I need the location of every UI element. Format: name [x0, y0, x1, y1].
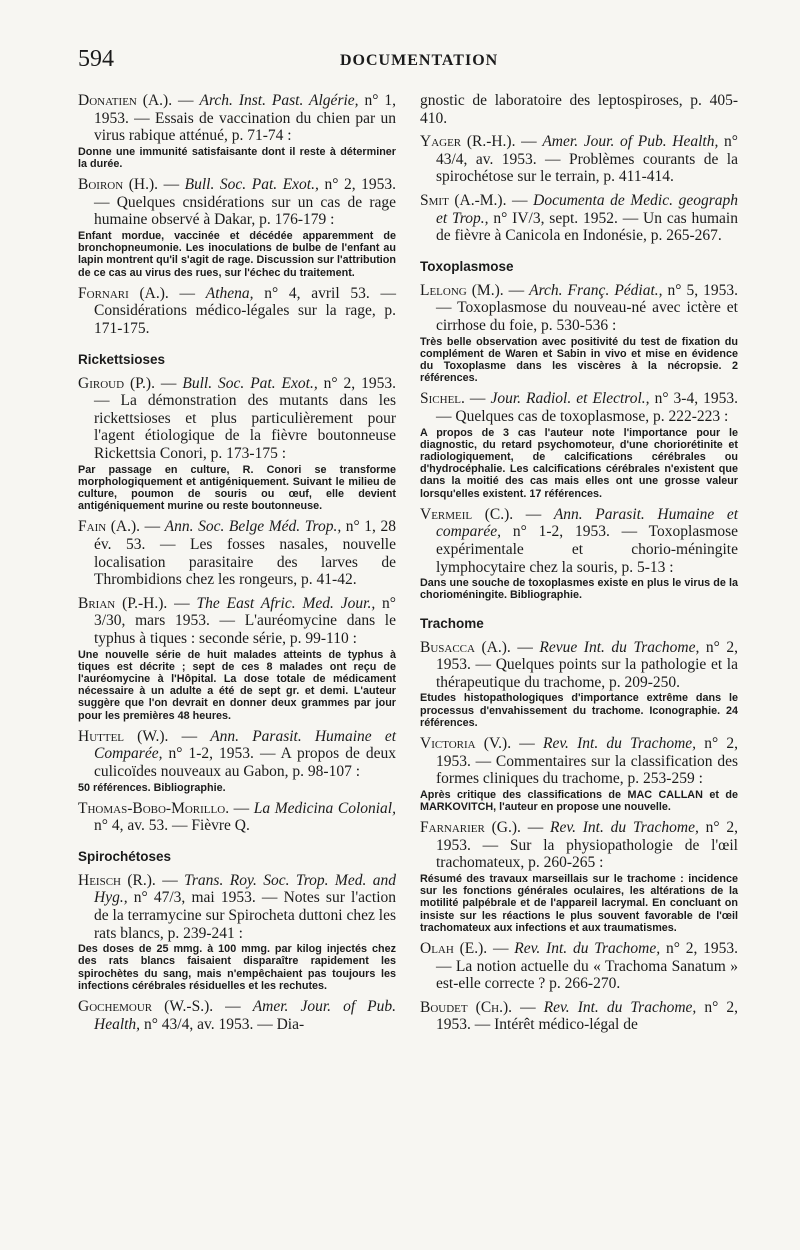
reference: [420, 133, 738, 186]
entry-journal: Amer. Jour. of Pub. Health,: [542, 133, 719, 151]
entry-abstract: Après critique des classifications de MAC CALLAN et de MARKOVITCH, l'auteur en propose une nouvelle.: [420, 788, 738, 813]
entry-details: n° 2, 1953. — Quelques cnsidérations sur un cas de rage humaine observé à Dakar, p. 176-179 :: [94, 176, 397, 229]
entry-details: n° 43/4, av. 1953. — Problèmes courants de la spirochétose sur le terrain, p. 411-414.: [436, 133, 738, 186]
reference: [420, 999, 738, 1034]
section-title: Trachome: [420, 615, 484, 631]
entry-separator: —: [464, 390, 491, 408]
entry-journal: Revue Int. du Trachome,: [539, 638, 700, 656]
reference: [420, 506, 738, 576]
entry-journal: Jour. Radiol. et Electrol.,: [490, 390, 650, 408]
reference: [78, 176, 396, 229]
entry-journal: Ann. Parasit. Humaine et Comparée,: [94, 727, 397, 763]
bibliography-entry: [420, 735, 738, 813]
reference-continuation: gnostic de laboratoire des leptospiroses, p. 405-410.: [420, 92, 738, 127]
reference: [78, 998, 396, 1033]
section-title: Toxoplasmose: [420, 258, 514, 274]
entry-separator: —: [158, 176, 185, 194]
entry-journal: Athena,: [205, 284, 254, 302]
bibliography-entry: [78, 285, 396, 338]
entry-author: Giroud (P.).: [78, 374, 155, 392]
entry-author: Victoria (V.).: [420, 734, 512, 752]
reference: [420, 192, 738, 245]
entry-author: Lelong (M.).: [420, 281, 504, 299]
bibliography-entry: [420, 819, 738, 934]
entry-details: n° IV/3, sept. 1952. — Un cas humain de fièvre à Canicola en Indonésie, p. 265-267.: [436, 209, 738, 245]
bibliography-entry: [78, 800, 396, 835]
entry-author: Boiron (H.).: [78, 176, 159, 194]
entry-separator: —: [503, 281, 530, 299]
entry-separator: —: [487, 939, 515, 957]
entry-separator: —: [140, 518, 165, 536]
page-number: 594: [78, 46, 114, 72]
entry-author: Brian (P.-H.).: [78, 594, 168, 612]
entry-abstract: Des doses de 25 mmg. à 100 mmg. par kilog injectés chez des rats blancs faisaient disparaître rapidement les spirochètes du sang, mais n'empêchaient pas toujours les infections cérébrales résiduelles et les rechutes.: [78, 943, 396, 992]
entry-separator: —: [506, 191, 534, 209]
bibliography-entry: [78, 728, 396, 794]
entry-journal: Rev. Int. du Trachome,: [514, 939, 661, 957]
reference: [78, 285, 396, 338]
entry-details: n° 1-2, 1953. — A propos de deux culicoïdes nouveaux au Gabon, p. 98-107 :: [94, 745, 396, 780]
bibliography-entry: [420, 282, 738, 385]
entry-journal: Documenta de Medic. geograph et Trop.,: [436, 191, 738, 227]
bibliography-entry: [78, 998, 396, 1033]
entry-details: n° 5, 1953. — Toxoplasmose du nouveau-né avec ictère et cirrhose du foie, p. 530-536 :: [436, 281, 738, 334]
section-title: Spirochétoses: [78, 848, 172, 864]
entry-separator: —: [510, 638, 540, 656]
reference: [78, 518, 396, 588]
entry-author: Fain (A.).: [78, 518, 141, 536]
entry-journal: Rev. Int. du Trachome,: [542, 734, 697, 752]
reference: [420, 940, 738, 993]
entry-separator: —: [172, 92, 200, 109]
entry-details: n° 1, 1953. — Essais de vaccination du chien par un virus rabique atténué, p. 71-74 :: [94, 92, 397, 145]
entry-details: n° 2, 1953. — La démonstration des mutants dans les rickettsioses et plus particulièrement pour l'agent étiologique de la fièvre boutonneuse Rickettsia Conori, p. 173-175 :: [94, 374, 397, 462]
entry-separator: —: [513, 505, 554, 523]
entry-separator: —: [515, 133, 543, 151]
entry-author: Heisch (R.).: [78, 871, 156, 889]
entry-abstract: Par passage en culture, R. Conori se transforme morphologiquement et antigéniquement. Suivant le milieu de culture, poumon de souris ou œuf, elle devient antigéniquement murine ou reste boutonneuse.: [78, 463, 396, 513]
entry-separator: —: [168, 284, 206, 302]
entry-author: Thomas-Bobo-Morillo.: [78, 799, 230, 817]
reference: [78, 800, 396, 835]
right-column: [420, 92, 738, 1040]
entry-abstract: Très belle observation avec positivité du test de fixation du complément de Waren et Sabin in vivo et mise en évidence du Toxoplasme dans les viscères à la nécropsie. 2 références.: [420, 335, 738, 385]
reference: [420, 735, 738, 788]
entry-journal: Arch. Inst. Past. Algérie,: [199, 92, 359, 109]
entry-separator: —: [229, 799, 254, 817]
entry-details: n° 1-2, 1953. — Toxoplasmose expérimentale et chorio-méningite lymphocytaire chez la souris, p. 5-13 :: [436, 523, 738, 576]
bibliography-entry: [78, 92, 396, 170]
entry-journal: Bull. Soc. Pat. Exot.,: [184, 176, 319, 194]
reference: [420, 390, 738, 425]
left-column: [78, 92, 396, 1039]
bibliography-entry: [78, 375, 396, 513]
entry-journal: Rev. Int. du Trachome,: [543, 998, 697, 1016]
bibliography-entry: [420, 506, 738, 602]
entry-details: n° 3-4, 1953. — Quelques cas de toxoplasmose, p. 222-223 :: [436, 390, 738, 425]
entry-separator: —: [168, 727, 211, 745]
entry-author: Huttel (W.).: [78, 727, 169, 745]
entry-journal: Rev. Int. du Trachome,: [550, 819, 699, 837]
entry-journal: Bull. Soc. Pat. Exot.,: [182, 374, 318, 392]
entry-separator: —: [213, 998, 253, 1016]
reference: [78, 595, 396, 648]
entry-separator: —: [154, 374, 183, 392]
bibliography-entry: [78, 872, 396, 992]
entry-author: Olah (E.).: [420, 939, 488, 957]
entry-details: n° 2, 1953. — Quelques points sur la pathologie et la thérapeutique du trachome, p. 209-250.: [436, 638, 739, 691]
entry-details: n° 4, av. 53. — Fièvre Q.: [94, 817, 250, 835]
entry-author: Sichel.: [420, 390, 465, 408]
bibliography-entry: [420, 999, 738, 1034]
entry-author: Gochemour (W.-S.).: [78, 998, 214, 1016]
entry-details: n° 1, 28 év. 53. — Les fosses nasales, nouvelle localisation parasitaire des larves de Thrombidions chez les rongeurs, p. 41-42.: [94, 518, 396, 589]
entry-separator: —: [512, 998, 544, 1016]
reference: [78, 728, 396, 781]
reference: [420, 282, 738, 335]
reference: [78, 375, 396, 463]
reference: [420, 639, 738, 692]
entry-author: Farnarier (G.).: [420, 819, 521, 837]
bibliography-entry: [78, 518, 396, 588]
bibliography-entry: [420, 940, 738, 993]
entry-abstract: Donne une immunité satisfaisante dont il reste à déterminer la durée.: [78, 145, 396, 170]
page-header: [78, 46, 738, 76]
entry-details: n° 4, avril 53. — Considérations médico-légales sur la rage, p. 171-175.: [94, 284, 396, 337]
entry-journal: Arch. Franç. Pédiat.,: [529, 281, 663, 299]
entry-journal: The East Afric. Med. Jour.,: [196, 594, 376, 612]
bibliography-entry: [420, 92, 738, 127]
entry-author: Smit (A.-M.).: [420, 191, 507, 209]
bibliography-entry: [78, 595, 396, 722]
entry-details: n° 43/4, av. 1953. — Dia-: [140, 1015, 305, 1033]
entry-journal: La Medicina Colonial,: [253, 799, 396, 817]
entry-abstract: Etudes histopathologiques d'importance extrême dans le processus d'envahissement du trachome. Iconographie. 24 références.: [420, 692, 738, 729]
entry-separator: —: [520, 819, 551, 837]
entry-separator: —: [167, 594, 197, 612]
entry-journal: Amer. Jour. of Pub. Health,: [94, 998, 397, 1033]
section-title: Rickettsioses: [78, 351, 166, 367]
entry-author: Yager (R.-H.).: [420, 133, 516, 151]
entry-author: Boudet (Ch.).: [420, 998, 513, 1016]
reference: [78, 872, 396, 942]
bibliography-entry: [420, 133, 738, 186]
bibliography-entry: [420, 390, 738, 499]
entry-details: n° 2, 1953. — Sur la physiopathologie de l'œil trachomateux, p. 260-265 :: [436, 819, 738, 872]
bibliography-entry: [420, 639, 738, 729]
entry-journal: Ann. Soc. Belge Méd. Trop.,: [164, 518, 342, 536]
entry-separator: —: [511, 734, 543, 752]
entry-separator: —: [155, 871, 185, 889]
entry-abstract: Enfant mordue, vaccinée et décédée apparemment de bronchopneumonie. Les inoculations de bulbe de l'enfant au lapin montrent qu'il s'agit de rage. Discussion sur l'attribution de ce cas au virus des rues, sur l'échec du traitement.: [78, 229, 396, 279]
bibliography-entry: [78, 176, 396, 279]
entry-author: Donatien (A.).: [78, 92, 173, 109]
bibliography-entry: [420, 192, 738, 245]
entry-abstract: Une nouvelle série de huit malades atteints de typhus à tiques est décrite ; sept de ces 8 malades ont reçu de l'auréomycine à l'Hôpital. La dose totale de médicament nécessaire à un adulte a été de sept gr. et demi. L'auteur suggère que l'on devrait en donner deux grammes par jour pour les premières 48 heures.: [78, 648, 396, 722]
entry-details: n° 47/3, mai 1953. — Notes sur l'action de la terramycine sur Spirocheta duttoni chez les rats blancs, p. 239-241 :: [94, 889, 396, 942]
entry-abstract: 50 références. Bibliographie.: [78, 781, 226, 794]
entry-abstract: Résumé des travaux marseillais sur le trachome : incidence sur les fonctions générales oculaires, les altérations de la motilité palpébrale et de l'appareil lacrymal. En concluant on insiste sur les réactions le plus souvent favorable de l'œil trachomateux aux infections et aux traumatismes.: [420, 872, 738, 934]
reference: [420, 819, 738, 872]
entry-author: Fornari (A.).: [78, 284, 169, 302]
entry-journal: Ann. Parasit. Humaine et comparée,: [436, 505, 739, 541]
entry-details: n° 2, 1953. — Commentaires sur la classification des formes cliniques du trachome, p. 253-259 :: [436, 734, 738, 788]
entry-details: n° 3/30, mars 1953. — L'auréomycine dans le typhus à tiques : seconde série, p. 99-110 :: [94, 594, 397, 647]
entry-author: Vermeil (C.).: [420, 505, 514, 523]
entry-abstract: A propos de 3 cas l'auteur note l'importance pour le diagnostic, du retard psychomoteur, d'une choriorétinite et radiologiquement, de calcifications cérébrales ou d'hydrocéphalie. Les calcifications cérébrales n'existent que dans la moitié des cas mais elles ont une grosse valeur lorsqu'elles existent. 17 références.: [420, 426, 738, 500]
entry-details: n° 2, 1953. — Intérêt médico-légal de: [436, 998, 739, 1034]
reference: [78, 92, 396, 145]
running-title: DOCUMENTATION: [340, 52, 499, 69]
entry-journal: Trans. Roy. Soc. Trop. Med. and Hyg.,: [94, 871, 397, 907]
entry-details: n° 2, 1953. — La notion actuelle du « Trachoma Sanatum » est-elle correcte ? p. 266-270.: [436, 939, 739, 993]
entry-abstract: Dans une souche de toxoplasmes existe en plus le virus de la chorioméningite. Bibliographie.: [420, 577, 738, 602]
entry-author: Busacca (A.).: [420, 638, 511, 656]
